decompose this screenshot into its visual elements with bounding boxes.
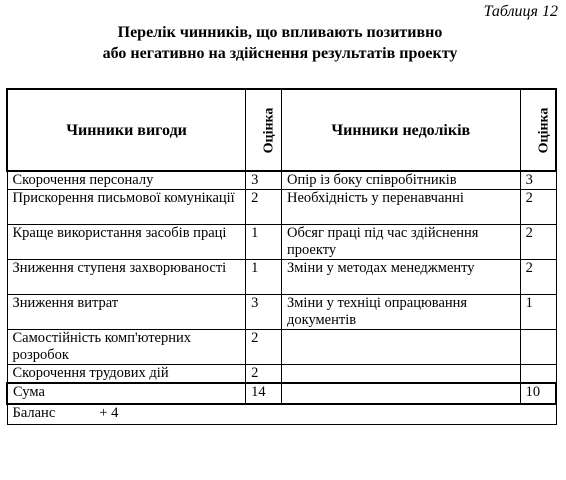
table-title-line-1: Перелік чинників, що впливають позитивно — [117, 24, 443, 41]
benefit-score-cell: 3 — [246, 295, 282, 330]
table-row — [7, 330, 556, 365]
benefit-cell: Прискорення письмової комунікації — [7, 190, 246, 225]
benefit-cell: Краще використання засобів праці — [7, 225, 246, 260]
drawback-cell — [281, 330, 520, 365]
sum-label: Сума — [7, 383, 246, 404]
drawback-cell: Зміни у техніці опрацювання документів — [281, 295, 520, 330]
benefit-cell: Скорочення трудових дій — [7, 365, 246, 384]
table-row — [7, 190, 556, 225]
table-row — [7, 260, 556, 295]
balance-value: + 4 — [99, 405, 119, 421]
benefit-cell: Самостійність комп'ютерних розробок — [7, 330, 246, 365]
benefit-score-cell: 2 — [246, 330, 282, 365]
drawback-score-cell — [520, 330, 556, 365]
header-rating-left-cell — [246, 89, 282, 171]
drawback-cell: Зміни у методах менеджменту — [281, 260, 520, 295]
benefit-cell: Зниження витрат — [7, 295, 246, 330]
sum-empty-cell — [281, 383, 520, 404]
sum-benefits-total: 14 — [246, 383, 282, 404]
balance-row — [7, 404, 556, 425]
benefit-cell: Скорочення персоналу — [7, 171, 246, 190]
drawback-score-cell: 1 — [520, 295, 556, 330]
drawback-cell: Обсяг праці під час здійснення проекту — [281, 225, 520, 260]
drawback-score-cell: 2 — [520, 260, 556, 295]
table-number: Таблиця 12 — [483, 3, 558, 20]
drawback-cell: Опір із боку співробітників — [281, 171, 520, 190]
header-benefits: Чинники вигоди — [7, 89, 246, 171]
balance-label: Баланс — [12, 405, 56, 421]
drawback-score-cell: 2 — [520, 190, 556, 225]
benefit-score-cell: 2 — [246, 190, 282, 225]
table-row — [7, 365, 556, 384]
factors-table — [6, 88, 557, 425]
sum-row — [7, 383, 556, 404]
table-row — [7, 225, 556, 260]
benefit-score-cell: 1 — [246, 225, 282, 260]
benefit-cell: Зниження ступеня захворюваності — [7, 260, 246, 295]
table-row — [7, 295, 556, 330]
table-title-line-2: або негативно на здійснення результатів проекту — [102, 45, 458, 62]
drawback-score-cell — [520, 365, 556, 384]
table-header-row — [7, 89, 556, 171]
header-rating-right: Оцінка — [536, 107, 552, 154]
balance-cell — [7, 404, 556, 425]
benefit-score-cell: 3 — [246, 171, 282, 190]
header-drawbacks: Чинники недоліків — [281, 89, 520, 171]
drawback-score-cell: 3 — [520, 171, 556, 190]
drawback-score-cell: 2 — [520, 225, 556, 260]
benefit-score-cell: 2 — [246, 365, 282, 384]
header-rating-right-cell — [520, 89, 556, 171]
sum-drawbacks-total: 10 — [520, 383, 556, 404]
table-row — [7, 171, 556, 190]
benefit-score-cell: 1 — [246, 260, 282, 295]
header-rating-left: Оцінка — [261, 107, 277, 154]
drawback-cell — [281, 365, 520, 384]
drawback-cell: Необхідність у перенавчанні — [281, 190, 520, 225]
